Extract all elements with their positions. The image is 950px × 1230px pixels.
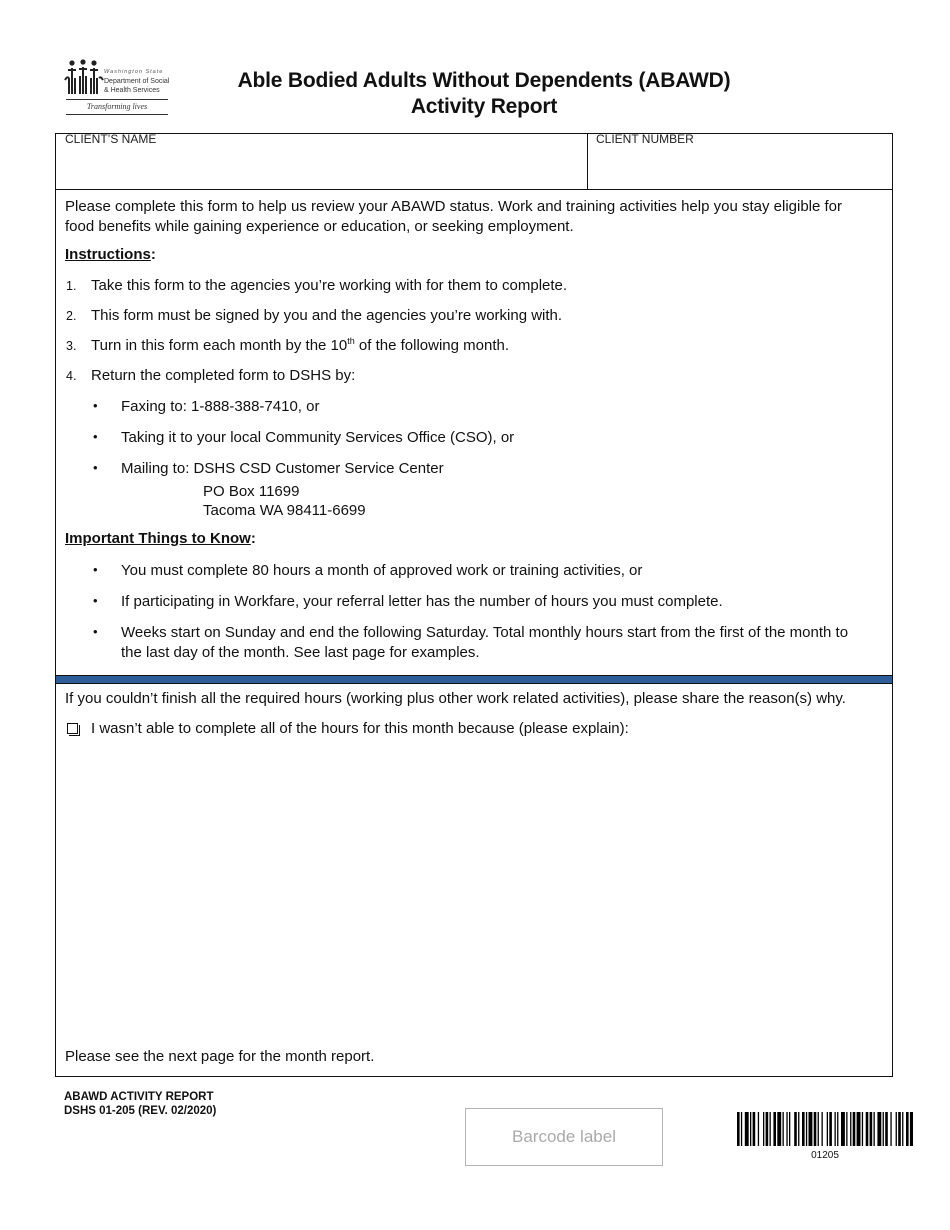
barcode-bar — [866, 1112, 869, 1146]
instruction-number-2: 2. — [66, 309, 77, 323]
barcode-bar — [853, 1112, 856, 1146]
barcode-bar — [741, 1112, 742, 1146]
barcode-bar — [837, 1112, 838, 1146]
barcode-bar — [885, 1112, 888, 1146]
form-number: DSHS 01-205 (REV. 02/2020) — [64, 1105, 217, 1117]
barcode-bar — [786, 1112, 787, 1146]
return-option-fax: Faxing to: 1-888-388-7410, or — [121, 398, 320, 415]
barcode-bar — [874, 1112, 875, 1146]
barcode-bar — [783, 1112, 784, 1146]
client-name-field[interactable] — [58, 148, 584, 188]
barcode-bar — [829, 1112, 832, 1146]
mail-address-line2: Tacoma WA 98411-6699 — [203, 502, 366, 519]
next-page-note: Please see the next page for the month report. — [65, 1048, 375, 1065]
instruction-text-4: Return the completed form to DSHS by: — [91, 367, 356, 384]
barcode-bar — [846, 1112, 847, 1146]
barcode-bar — [870, 1112, 873, 1146]
barcode-bar — [896, 1112, 897, 1146]
barcode-bar — [770, 1112, 771, 1146]
important-item-3: Weeks start on Sunday and end the following Saturday. Total monthly hours start from the first of the month to — [121, 624, 849, 641]
barcode-bar — [806, 1112, 807, 1146]
barcode-bar — [814, 1112, 817, 1146]
barcode-bar — [750, 1112, 751, 1146]
barcode-bar — [809, 1112, 813, 1146]
barcode-bar — [835, 1112, 836, 1146]
reason-prompt: If you couldn’t finish all the required hours (working plus other work related activities), please share the reason(s) why. — [65, 690, 846, 707]
important-item-3-line2: the last day of the month. See last page for examples. — [121, 644, 480, 661]
barcode-bar — [766, 1112, 769, 1146]
barcode-number: 01205 — [811, 1150, 839, 1161]
fields-bottom-rule — [56, 189, 892, 190]
intro-line1: Please complete this form to help us review your ABAWD status. Work and training activities help you stay eligible for — [65, 198, 843, 215]
title-line1: Able Bodied Adults Without Dependents (ABAWD) — [237, 69, 731, 92]
barcode-bar — [898, 1112, 901, 1146]
bullet-icon: • — [93, 460, 98, 475]
barcode-bar — [798, 1112, 799, 1146]
barcode-bar — [773, 1112, 776, 1146]
bullet-icon: • — [93, 398, 98, 413]
form-box — [55, 133, 893, 1077]
logo-tagline: Transforming lives — [86, 102, 148, 111]
intro-line2: food benefits while gaining experience or education, or seeking employment. — [65, 218, 574, 235]
barcode-bar — [758, 1112, 759, 1146]
dshs-logo — [62, 58, 170, 118]
barcode-bar — [794, 1112, 797, 1146]
form-name: ABAWD ACTIVITY REPORT — [64, 1091, 214, 1103]
instructions-heading: Instructions: — [65, 246, 156, 263]
bullet-icon: • — [93, 593, 98, 608]
important-item-1: You must complete 80 hours a month of approved work or training activities, or — [121, 562, 643, 579]
logo-divider — [66, 99, 168, 100]
incomplete-hours-checkbox[interactable] — [67, 723, 78, 734]
barcode-bar — [827, 1112, 828, 1146]
important-heading: Important Things to Know: — [65, 530, 256, 547]
barcode-bar — [850, 1112, 851, 1146]
barcode-bar — [862, 1112, 863, 1146]
dshs-figures-icon — [64, 58, 104, 98]
barcode-bar — [763, 1112, 764, 1146]
barcode-bar — [753, 1112, 756, 1146]
barcode-bar — [802, 1112, 805, 1146]
return-option-cso: Taking it to your local Community Services Office (CSO), or — [121, 429, 515, 446]
bullet-icon: • — [93, 429, 98, 444]
barcode-bar — [789, 1112, 790, 1146]
return-option-mail: Mailing to: DSHS CSD Customer Service Center — [121, 460, 444, 477]
instruction-text-1: Take this form to the agencies you’re working with for them to complete. — [91, 277, 568, 294]
title-line2: Activity Report — [410, 95, 558, 118]
client-number-field[interactable] — [590, 148, 888, 188]
logo-divider-bottom — [66, 114, 168, 115]
mail-address-line1: PO Box 11699 — [203, 483, 300, 500]
form-footer — [64, 1090, 216, 1118]
barcode-bar — [841, 1112, 845, 1146]
barcode-bar — [877, 1112, 881, 1146]
instruction-text-3: Turn in this form each month by the 10th of the following month. — [91, 336, 510, 354]
barcode-bar — [906, 1112, 909, 1146]
barcode — [737, 1112, 913, 1146]
barcode-bar — [890, 1112, 891, 1146]
barcode-bar — [902, 1112, 903, 1146]
instruction-text-2: This form must be signed by you and the agencies you’re working with. — [91, 307, 563, 324]
barcode-bar — [818, 1112, 819, 1146]
important-item-2: If participating in Workfare, your referral letter has the number of hours you must complete. — [121, 593, 723, 610]
logo-dept-line2: & Health Services — [104, 87, 160, 94]
client-number-label: CLIENT NUMBER — [596, 132, 694, 146]
instruction-number-3: 3. — [66, 339, 77, 353]
logo-text — [104, 68, 169, 95]
page-title — [180, 68, 788, 120]
bullet-icon: • — [93, 562, 98, 577]
barcode-bar — [745, 1112, 749, 1146]
barcode-label-box: Barcode label — [465, 1108, 663, 1166]
barcode-bar — [777, 1112, 781, 1146]
incomplete-hours-label: I wasn’t able to complete all of the hours for this month because (please explain): — [91, 720, 629, 737]
barcode-bar — [737, 1112, 740, 1146]
barcode-bar — [883, 1112, 884, 1146]
explanation-area[interactable] — [65, 744, 883, 1034]
field-divider — [587, 134, 588, 190]
barcode-bar — [857, 1112, 861, 1146]
barcode-bar — [822, 1112, 823, 1146]
section-divider-band — [56, 675, 892, 684]
instruction-number-4: 4. — [66, 369, 77, 383]
logo-state: Washington State — [104, 69, 164, 75]
bullet-icon: • — [93, 624, 98, 639]
client-name-label: CLIENT’S NAME — [65, 132, 157, 146]
logo-dept-line1: Department of Social — [104, 78, 170, 85]
barcode-bar — [910, 1112, 913, 1146]
instruction-number-1: 1. — [66, 279, 77, 293]
